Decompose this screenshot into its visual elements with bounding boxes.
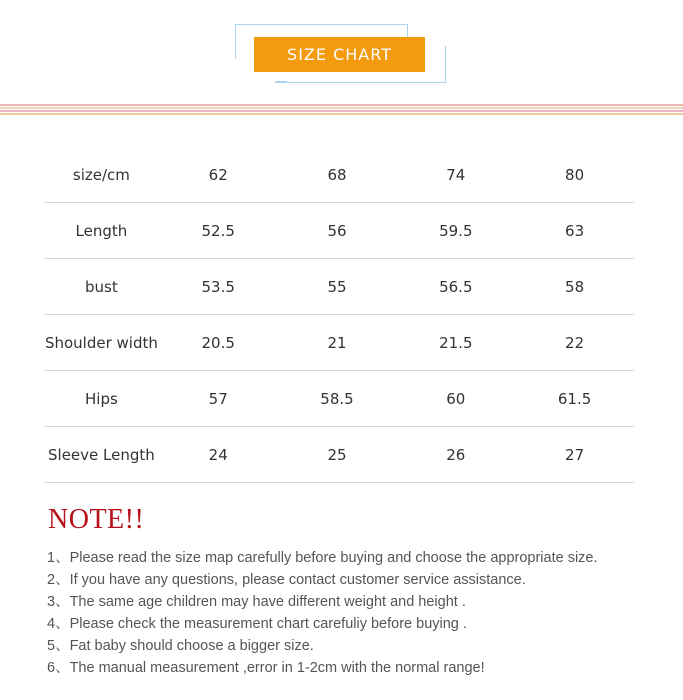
table-cell: 56 <box>327 221 347 240</box>
row-label: Sleeve Length <box>48 445 155 464</box>
table-cell: 59.5 <box>439 221 473 240</box>
table-cell: 60 <box>446 389 466 408</box>
row-label: size/cm <box>72 166 130 184</box>
size-chart-header <box>235 24 447 84</box>
table-row <box>44 203 634 259</box>
note-item: 1、Please read the size map carefully before buying and choose the appropriate size. <box>47 550 598 566</box>
table-cell: 24 <box>208 445 228 464</box>
table-cell: 55 <box>327 277 347 296</box>
table-cell: 22 <box>565 333 585 352</box>
table-cell: 20.5 <box>201 333 235 352</box>
note-item: 5、Fat baby should choose a bigger size. <box>47 638 314 654</box>
table-cell: 62 <box>208 166 228 184</box>
table-row <box>44 315 634 371</box>
row-label: Length <box>75 221 128 240</box>
table-cell: 68 <box>327 166 347 184</box>
table-cell: 63 <box>565 221 585 240</box>
table-cell: 74 <box>446 166 466 184</box>
table-cell: 21.5 <box>439 333 473 352</box>
table-cell: 27 <box>565 445 585 464</box>
note-item: 4、Please check the measurement chart carefuliy before buying . <box>47 616 467 632</box>
table-cell: 52.5 <box>201 221 235 240</box>
note-heading: NOTE!! <box>48 504 145 535</box>
notes-list <box>47 547 667 679</box>
table-row <box>44 427 634 483</box>
table-row <box>44 259 634 315</box>
table-cell: 58.5 <box>320 389 354 408</box>
table-row <box>44 148 634 203</box>
table-cell: 53.5 <box>201 277 235 296</box>
page-title: SIZE CHART <box>254 37 425 72</box>
row-label: Shoulder width <box>44 333 158 352</box>
note-item: 6、The manual measurement ,error in 1-2cm with the normal range! <box>47 660 485 676</box>
table-cell: 26 <box>446 445 466 464</box>
table-cell: 80 <box>565 166 585 184</box>
table-row <box>44 371 634 427</box>
decorative-stripes <box>0 104 683 116</box>
size-table <box>44 148 634 483</box>
note-item: 3、The same age children may have different weight and height . <box>47 594 466 610</box>
note-item: 2、If you have any questions, please contact customer service assistance. <box>47 572 526 588</box>
table-cell: 58 <box>565 277 585 296</box>
table-cell: 57 <box>208 389 228 408</box>
table-cell: 21 <box>327 333 347 352</box>
row-label: Hips <box>85 389 118 408</box>
table-cell: 61.5 <box>557 389 592 408</box>
table-cell: 25 <box>327 445 347 464</box>
table-cell: 56.5 <box>439 277 473 296</box>
row-label: bust <box>85 277 118 296</box>
